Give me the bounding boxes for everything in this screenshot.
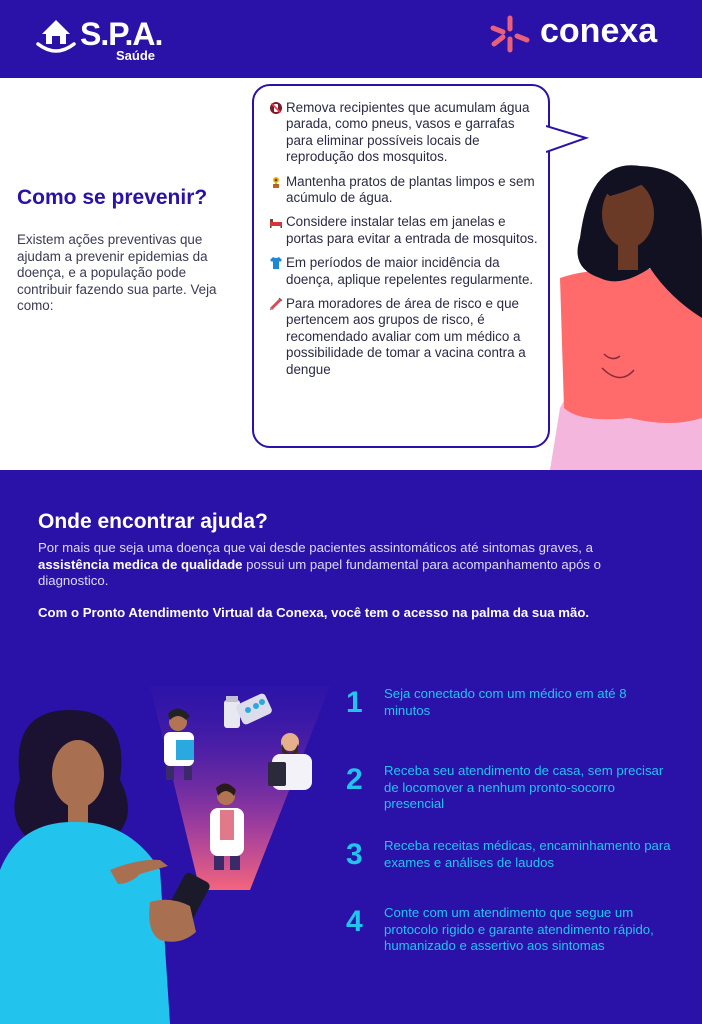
shirt-icon (266, 256, 286, 272)
spa-logo (34, 12, 174, 64)
help-desc-part1: Por mais que seja uma doença que vai desde pacientes assintomáticos até sintomas graves, a (38, 540, 593, 555)
help-title: Onde encontrar ajuda? (38, 510, 268, 533)
syringe-icon (266, 297, 286, 313)
step-text: Receba receitas médicas, encaminhamento para exames e análises de laudos (384, 838, 671, 870)
step-number: 1 (346, 686, 363, 719)
step-number: 3 (346, 838, 363, 871)
prevention-section (0, 78, 702, 470)
spa-house-icon (34, 18, 78, 58)
bed-screen-icon (266, 215, 286, 231)
step-number: 2 (346, 763, 363, 796)
tip-item (266, 100, 542, 166)
step-text: Receba seu atendimento de casa, sem precisar de locomover a nenhum pronto-socorro presencial (384, 763, 664, 812)
tip-text: Remova recipientes que acumulam água parada, como pneus, vasos e garrafas para eliminar possíveis locais de reprodução dos mosquitos. (286, 100, 530, 165)
tip-text: Considere instalar telas em janelas e portas para evitar a entrada de mosquitos. (286, 214, 538, 246)
tip-text: Para moradores de área de risco e que pertencem aos grupos de risco, é recomendado avaliar com um médico a possibilidade de tomar a vacina contra a dengue (286, 296, 526, 377)
conexa-star-icon (488, 14, 532, 54)
tip-item (266, 296, 542, 378)
help-desc-bold: assistência medica de qualidade (38, 556, 243, 572)
prevention-description: Existem ações preventivas que ajudam a prevenir epidemias da doença, e a população pode contribuir fazendo sua parte. Veja como: (17, 232, 217, 313)
plant-pot-icon (266, 175, 286, 191)
telemedicine-illustration (0, 670, 340, 1024)
conexa-name: conexa (540, 12, 658, 50)
help-cta: Com o Pronto Atendimento Virtual da Conexa, você tem o acesso na palma da sua mão. (38, 605, 590, 620)
step-number: 4 (346, 905, 363, 938)
spa-subtitle: Saúde (116, 48, 156, 63)
no-container-icon (266, 101, 286, 117)
spa-name: S.P.A. (80, 16, 163, 52)
header (0, 0, 702, 78)
tip-item (266, 214, 542, 247)
tip-item (266, 174, 542, 207)
tip-text: Em períodos de maior incidência da doença, aplique repelentes regularmente. (286, 255, 534, 287)
help-description (38, 540, 638, 590)
tip-item (266, 255, 542, 288)
speech-bubble-tail (546, 118, 592, 158)
help-desc-part2: possui um papel fundamental para acompanhamento após o diagnostico. (38, 556, 601, 588)
prevention-title: Como se prevenir? (17, 186, 208, 209)
step-text: Conte com um atendimento que segue um protocolo rigido e garante atendimento rápido, humanizado e assertivo aos sintomas (384, 905, 654, 954)
step-text: Seja conectado com um médico em até 8 minutos (384, 686, 627, 718)
conexa-logo (488, 12, 688, 56)
tip-text: Mantenha pratos de plantas limpos e sem acúmulo de água. (286, 173, 535, 206)
prevention-tips-list (266, 100, 542, 386)
